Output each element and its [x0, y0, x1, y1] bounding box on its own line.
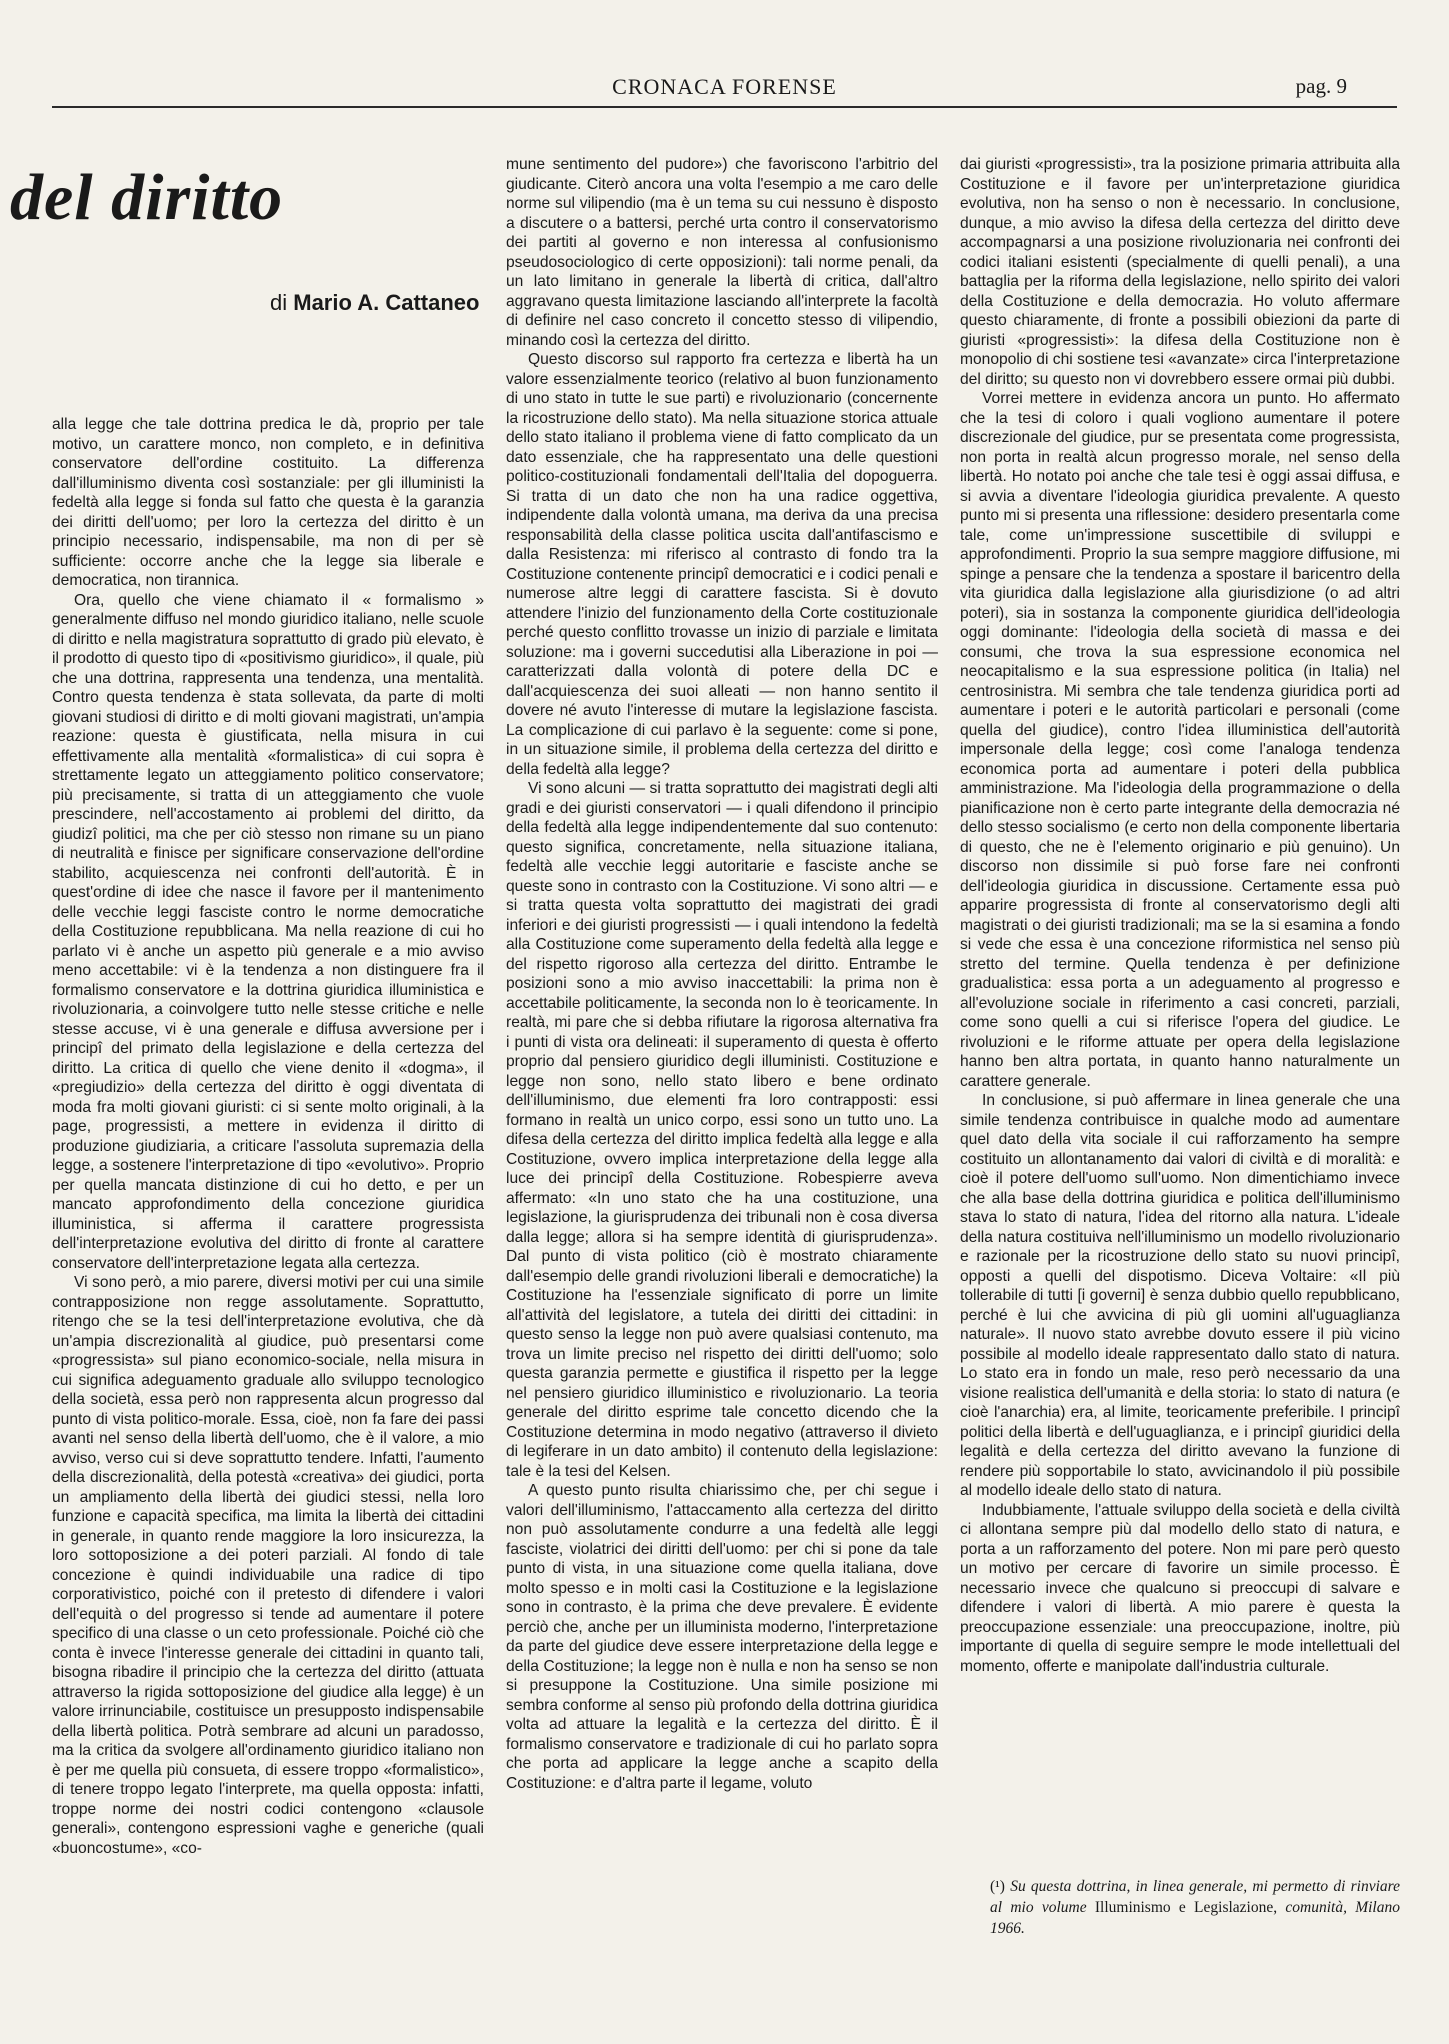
text-column-1 [52, 415, 484, 2030]
paragraph: dai giuristi «progressisti», tra la posizione primaria attribuita alla Costituzione e il favore per un'interpretazione giuridica evolutiva, non ha senso o non è necessario. In conclusione, dunque, a mio avviso la difesa della certezza del diritto deve accompagnarsi a una posizione rivoluzionaria nei confronti dei codici italiani esistenti (specialmente di quelli penali), a una battaglia per la riforma della legislazione, nello spirito dei valori della Costituzione e della democrazia. Ho voluto affermare questo chiaramente, di fronte a possibili obiezioni da parte di giuristi «progressisti»: la difesa della Costituzione non è monopolio di chi sostiene tesi «avanzate» circa l'interpretazione del diritto; su questo non vi dovrebbero essere ormai più dubbi. [960, 156, 1400, 388]
text-column-2 [506, 155, 938, 2030]
footnote [990, 1876, 1400, 1939]
footnote-publisher: comunità, Milano 1966. [990, 1899, 1400, 1937]
running-header [52, 72, 1397, 108]
footnote-marker: (¹) [990, 1878, 1005, 1895]
footnote-text: Su questa dottrina, in linea generale, mi permetto di rinviare al mio volume [990, 1878, 1401, 1916]
author-byline [270, 290, 479, 316]
author-name: Mario A. Cattaneo [293, 290, 480, 315]
text-column-3 [960, 155, 1400, 1875]
paragraph: Vi sono alcuni — si tratta soprattutto dei magistrati degli alti gradi e dei giuristi conservatori — i quali difendono il principio della fedeltà alla legge indipendentemente dal suo contenuto: questo significa, concretamente, nella situazione italiana, fedeltà alle vecchie leggi autoritarie e fasciste anche se queste sono in contrasto con la Costituzione. Vi sono altri — e si tratta questa volta soprattutto dei magistrati dei gradi inferiori e dei giuristi progressisti — i quali intendono la fedeltà alla Costituzione come superamento della fedeltà alla legge e del rispetto rigoroso alla certezza del diritto. Entrambe le posizioni sono a mio avviso inaccettabili: la prima non è accettabile politicamente, la seconda non lo è teoricamente. In realtà, mi pare che si debba rifiutare la rigorosa alternativa fra i punti di vista ora delineati: il superamento di questa è offerto proprio dal pensiero giuridico degli illuministi. Costituzione e legge non sono, nello stato libero e bene ordinato dell'illuminismo, due elementi fra loro contrapposti: essi formano in realtà un unico corpo, essi sono un tutto uno. La difesa della certezza del diritto implica fedeltà alla legge e alla Costituzione, ovvero implica interpretazione della legge alla luce dei principî della Costituzione. Robespierre aveva affermato: «In uno stato che ha una costituzione, una legislazione, la giurisprudenza dei tribunali non è cosa diversa dalla legge; allora si ha sempre identità di giurisprudenza». Dal punto di vista politico (ciò è mostrato chiaramente dall'esempio delle grandi rivoluzioni liberali e democratiche) la Costituzione ha l'essenziale significato di porre un limite all'attività del legislatore, a tutela dei diritti dei cittadini: in questo senso la legge non può avere qualsiasi contenuto, ma trova un limite preciso nel rispetto dei diritti dell'uomo; solo questa garanzia permette e giustifica il rispetto per la legge nel pensiero giuridico illuministico e rivoluzionario. La teoria generale del diritto esprime tale concetto dicendo che la Costituzione determina in modo negativo (attraverso il divieto di legiferare in un dato ambito) il contenuto della legislazione: tale è la tesi del Kelsen. [506, 780, 938, 1480]
paragraph: mune sentimento del pudore») che favoriscono l'arbitrio del giudicante. Citerò ancora una volta l'esempio a me caro delle norme sul vilipendio (ma è un tema su cui nessuno è disposto a discutere o a battersi, perché urta contro il conservatorismo dei partiti al governo e non interessa al confusionismo pseudosociologico di certe opposizioni): tali norme penali, da un lato limitano in generale la libertà di critica, dall'altro aggravano questa limitazione lasciando all'interprete la facoltà di definire nel caso concreto il concetto stesso di vilipendio, minando così la certezza del diritto. [506, 156, 938, 349]
journal-name: CRONACA FORENSE [612, 74, 837, 99]
paragraph: Indubbiamente, l'attuale sviluppo della società e della civiltà ci allontana sempre più dal modello dello stato di natura, e porta a un rafforzamento del potere. Non mi pare però questo un motivo per cercare di favorire un simile processo. È necessario invece che qualcuno si preoccupi di salvare e difendere i valori di libertà. A mio parere è questa la preoccupazione essenziale: una preoccupazione, inoltre, più importante di quella di seguire sempre le mode intellettuali del momento, offerte e manipolate dall'industria culturale. [960, 1501, 1400, 1675]
paragraph: A questo punto risulta chiarissimo che, per chi segue i valori dell'illuminismo, l'attaccamento alla certezza del diritto non può assolutamente condurre a una fedeltà alle leggi fasciste, violatrici dei diritti dell'uomo: per chi si pone da tale punto di vista, in una situazione come quella italiana, dove molto spesso e in molti casi la Costituzione e la legislazione sono in contrasto, è la prima che deve prevalere. È evidente perciò che, anche per un illuminista moderno, l'interpretazione da parte del giudice deve essere interpretazione della legge e della Costituzione; la legge non è nulla e non ha senso se non si presuppone la Costituzione. Una simile posizione mi sembra conforme al senso più profondo della dottrina giuridica volta ad attuare la legalità e la certezza del diritto. È il formalismo conservatore e tradizionale di cui ho parlato sopra che porta ad applicare la legge anche a scapito della Costituzione: e d'altra parte il legame, voluto [506, 1482, 938, 1792]
author-prefix: di [270, 290, 288, 315]
article-title: del diritto [10, 161, 284, 234]
paragraph: Vorrei mettere in evidenza ancora un punto. Ho affermato che la tesi di coloro i quali vogliono aumentare il potere discrezionale del giudice, pur se presentata come progressista, non porta in realtà alcun progresso morale, nel senso della libertà. Ho notato poi anche che tale tesi è oggi assai diffusa, e si avvia a diventare l'ideologia giuridica prevalente. A questo punto mi si presenta una riflessione: desidero presentarla come tale, come un'impressione suscettibile di sviluppi e approfondimenti. Proprio la sua sempre maggiore diffusione, mi spinge a pensare che la tendenza a spostare il baricentro della vita giuridica dalla legislazione alla giurisdizione (o ad altri poteri), sia in sostanza la componente giuridica dell'ideologia oggi dominante: l'ideologia della società di massa e dei consumi, che trova la sua espressione economica nel neocapitalismo e la sua espressione politica (in Italia) nel centrosinistra. Mi sembra che tale tendenza giuridica porti ad aumentare i poteri e le autorità particolari e personali (come quella del giudice), contro l'idea illuministica dell'autorità impersonale della legge; così come l'analoga tendenza economica porta ad aumentare i poteri della pubblica amministrazione. Ma l'ideologia della programmazione o della pianificazione non è certo parte integrante della democrazia né dello stesso socialismo (e certo non della componente libertaria di questo, che ne è l'elemento originario e più genuino). Un discorso non dissimile si può forse fare nei confronti dell'ideologia giuridica in discussione. Certamente essa può apparire progressista di fronte al conservatorismo degli alti magistrati o dei giuristi tradizionali; ma se la si esamina a fondo si vede che essa è una concezione riformistica nel senso più stretto del termine. Quella tendenza è per definizione gradualistica: essa porta a un adeguamento al progresso e all'evoluzione sociale in riferimento a casi concreti, parziali, come sono quelli a cui si riferisce l'opera del giudice. Le rivoluzioni e le riforme attuate per opera della legislazione hanno ben altra portata, in quanto hanno naturalmente un carattere generale. [960, 390, 1400, 1090]
paragraph: alla legge che tale dottrina predica le dà, proprio per tale motivo, un carattere monco, non completo, e in definitiva conservatore dell'ordine costituito. La differenza dall'illuminismo diventa così sostanziale: per gli illuministi la fedeltà alla legge si fonda sul fatto che questa è la garanzia dei diritti dell'uomo; per loro la certezza del diritto è un principio necessario, indispensabile, ma non di per sè sufficiente: occorre anche che la legge sia liberale e democratica, non tirannica. [52, 416, 484, 589]
paragraph: Questo discorso sul rapporto fra certezza e libertà ha un valore essenzialmente teorico (relativo al buon funzionamento di uno stato in tutte le sue parti) e rivoluzionario (concernente la ricostruzione dello stato). Ma nella situazione storica attuale dello stato italiano il problema viene di fatto complicato da un dato essenziale, che ha rappresentato una delle questioni politico-costituzionali fondamentali dell'Italia del dopoguerra. Si tratta di un dato che non ha una radice oggettiva, indipendente dalla volontà umana, ma deriva da una precisa responsabilità della classe politica uscita dall'antifascismo e dalla Resistenza: mi riferisco al contrasto di fondo tra la Costituzione contenente principî democratici e i codici penali e numerose altre leggi di carattere fascista. Si è dovuto attendere l'inizio del funzionamento della Corte costituzionale perché questo conflitto trovasse un inizio di parziale e limitata soluzione: ma i governi succedutisi alla Liberazione in poi — caratterizzati dalla volontà di potere della DC e dall'acquiescenza dei suoi alleati — non hanno sentito il dovere né avuto l'interesse di mutare la legislazione fascista. La complicazione di cui parlavo è la seguente: come si pone, in un situazione simile, il problema della certezza del diritto e della fedeltà alla legge? [506, 351, 938, 778]
footnote-book-title: Illuminismo e Legislazione, [1094, 1899, 1278, 1916]
page-number: pag. 9 [1295, 74, 1347, 98]
paragraph: In conclusione, si può affermare in linea generale che una simile tendenza contribuisce in qualche modo ad aumentare quel dato della vita sociale il cui rafforzamento ha sempre costituito un allontanamento dai valori di civiltà e di moralità: e cioè il potere dell'uomo sull'uomo. Non dimentichiamo invece che alla base della dottrina giuridica e politica dell'illuminismo stava lo stato di natura, l'idea del ritorno alla natura. L'ideale della natura costituiva nell'illuminismo un modello rivoluzionario e razionale per la ricostruzione dello stato su nuovi principî, opposti a quelli del dispotismo. Diceva Voltaire: «Il più tollerabile di tutti [i governi] è senza dubbio quello repubblicano, perché è lui che avvicina di più gli uomini all'uguaglianza naturale». Il nuovo stato avrebbe dovuto essere il più vicino possibile al modello ideale rappresentato dallo stato di natura. Lo stato era in fondo un male, reso però necessario da una visione realistica dell'umanità e della storia: lo stato di natura (e cioè l'anarchia) era, al limite, teoricamente preferibile. I principî politici della libertà e dell'uguaglianza, e i principî giuridici della legalità e della certezza del diritto avevano la funzione di rendere più sopportabile lo stato, avvicinandolo il più possibile al modello ideale dello stato di natura. [960, 1092, 1400, 1499]
paragraph: Ora, quello che viene chiamato il « formalismo » generalmente diffuso nel mondo giuridico italiano, nelle scuole di diritto e nella magistratura soprattutto di grado più elevato, è il prodotto di questo tipo di «positivismo giuridico», il quale, più che una dottrina, rappresenta una tendenza, una mentalità. Contro questa tendenza è stata sollevata, da parte di molti giovani studiosi di diritto e di molti giovani magistrati, un'ampia reazione: questa è giustificata, nella misura in cui effettivamente alla mentalità «formalistica» di cui sopra è strettamente legato un atteggiamento politico conservatore; più precisamente, si tratta di un atteggiamento che vuole prescindere, nell'accostamento ai problemi del diritto, da giudizî politici, ma che per ciò stesso non rimane su un piano di neutralità e finisce per significare conservazione dell'ordine stabilito, acquiescenza nei confronti dell'autorità. È in quest'ordine di idee che nasce il favore per il mantenimento delle vecchie leggi fasciste contro le norme democratiche della Costituzione repubblicana. Ma nella reazione di cui ho parlato vi è anche un aspetto più generale e a mio avviso meno accettabile: vi è la tendenza a non distinguere fra il formalismo conservatore e la dottrina giuridica illuministica e rivoluzionaria, a coinvolgere tutto nelle stesse critiche e nelle stesse accuse, vi è una generale e diffusa avversione per i principî del primato della legislazione e della certezza del diritto. La critica di quello che viene denito il «dogma», il «pregiudizio» della certezza del diritto è oggi diventata di moda fra molti giovani giuristi: ci si sente molto originali, à la page, progressisti, a mettere in evidenza il diritto di produzione giudiziaria, a criticare l'assoluta supremazia della legge, a sostenere l'interpretazione di tipo «evolutivo». Proprio per quella mancata distinzione di cui ho detto, e per un mancato approfondimento della concezione giuridica illuministica, si afferma il carattere progressista dell'interpretazione evolutiva del diritto di fronte al carattere conservatore dell'interpretazione legata alla certezza. [52, 591, 484, 1272]
paragraph: Vi sono però, a mio parere, diversi motivi per cui una simile contrapposizione non regge assolutamente. Soprattutto, ritengo che se la tesi dell'interpretazione evolutiva, che dà un'ampia discrezionalità al giudice, può presentarsi come «progressista» sul piano economico-sociale, nella misura in cui significa adeguamento graduale allo sviluppo tecnologico della società, essa però non rappresenta alcun progresso dal punto di vista politico-morale. Essa, cioè, non fa fare dei passi avanti nel senso della libertà dell'uomo, che è il valore, a mio avviso, verso cui si deve soprattutto tendere. Infatti, l'aumento della discrezionalità, della potestà «creativa» dei giudici, porta un ampliamento della libertà dei giudici stessi, nella loro funzione e capacità specifica, ma limita la libertà dei cittadini in generale, in quanto rende maggiore la loro insicurezza, la loro sottoposizione a dei poteri parziali. Al fondo di tale concezione è quindi individuabile una radice di tipo corporativistico, poiché con il pretesto di difendere i valori dell'equità o del progresso si tende ad aumentare il potere specifico di una classe o un ceto professionale. Poiché ciò che conta è invece l'interesse generale dei cittadini in quanto tali, bisogna ribadire il principio che la certezza del diritto (attuata attraverso la rigida sottoposizione del giudice alla legge) è un valore irrinunciabile, costituisce un presupposto indispensabile della libertà politica. Potrà sembrare ad alcuni un paradosso, ma la critica da svolgere all'ordinamento giuridico italiano non è per me quella più consueta, di essere troppo «formalistico», di tenere troppo legato l'interprete, ma quella opposta: infatti, troppe norme dei nostri codici contengono «clausole generali», contengono espressioni vaghe e generiche (quali «buoncostume», «co- [52, 1274, 484, 1857]
